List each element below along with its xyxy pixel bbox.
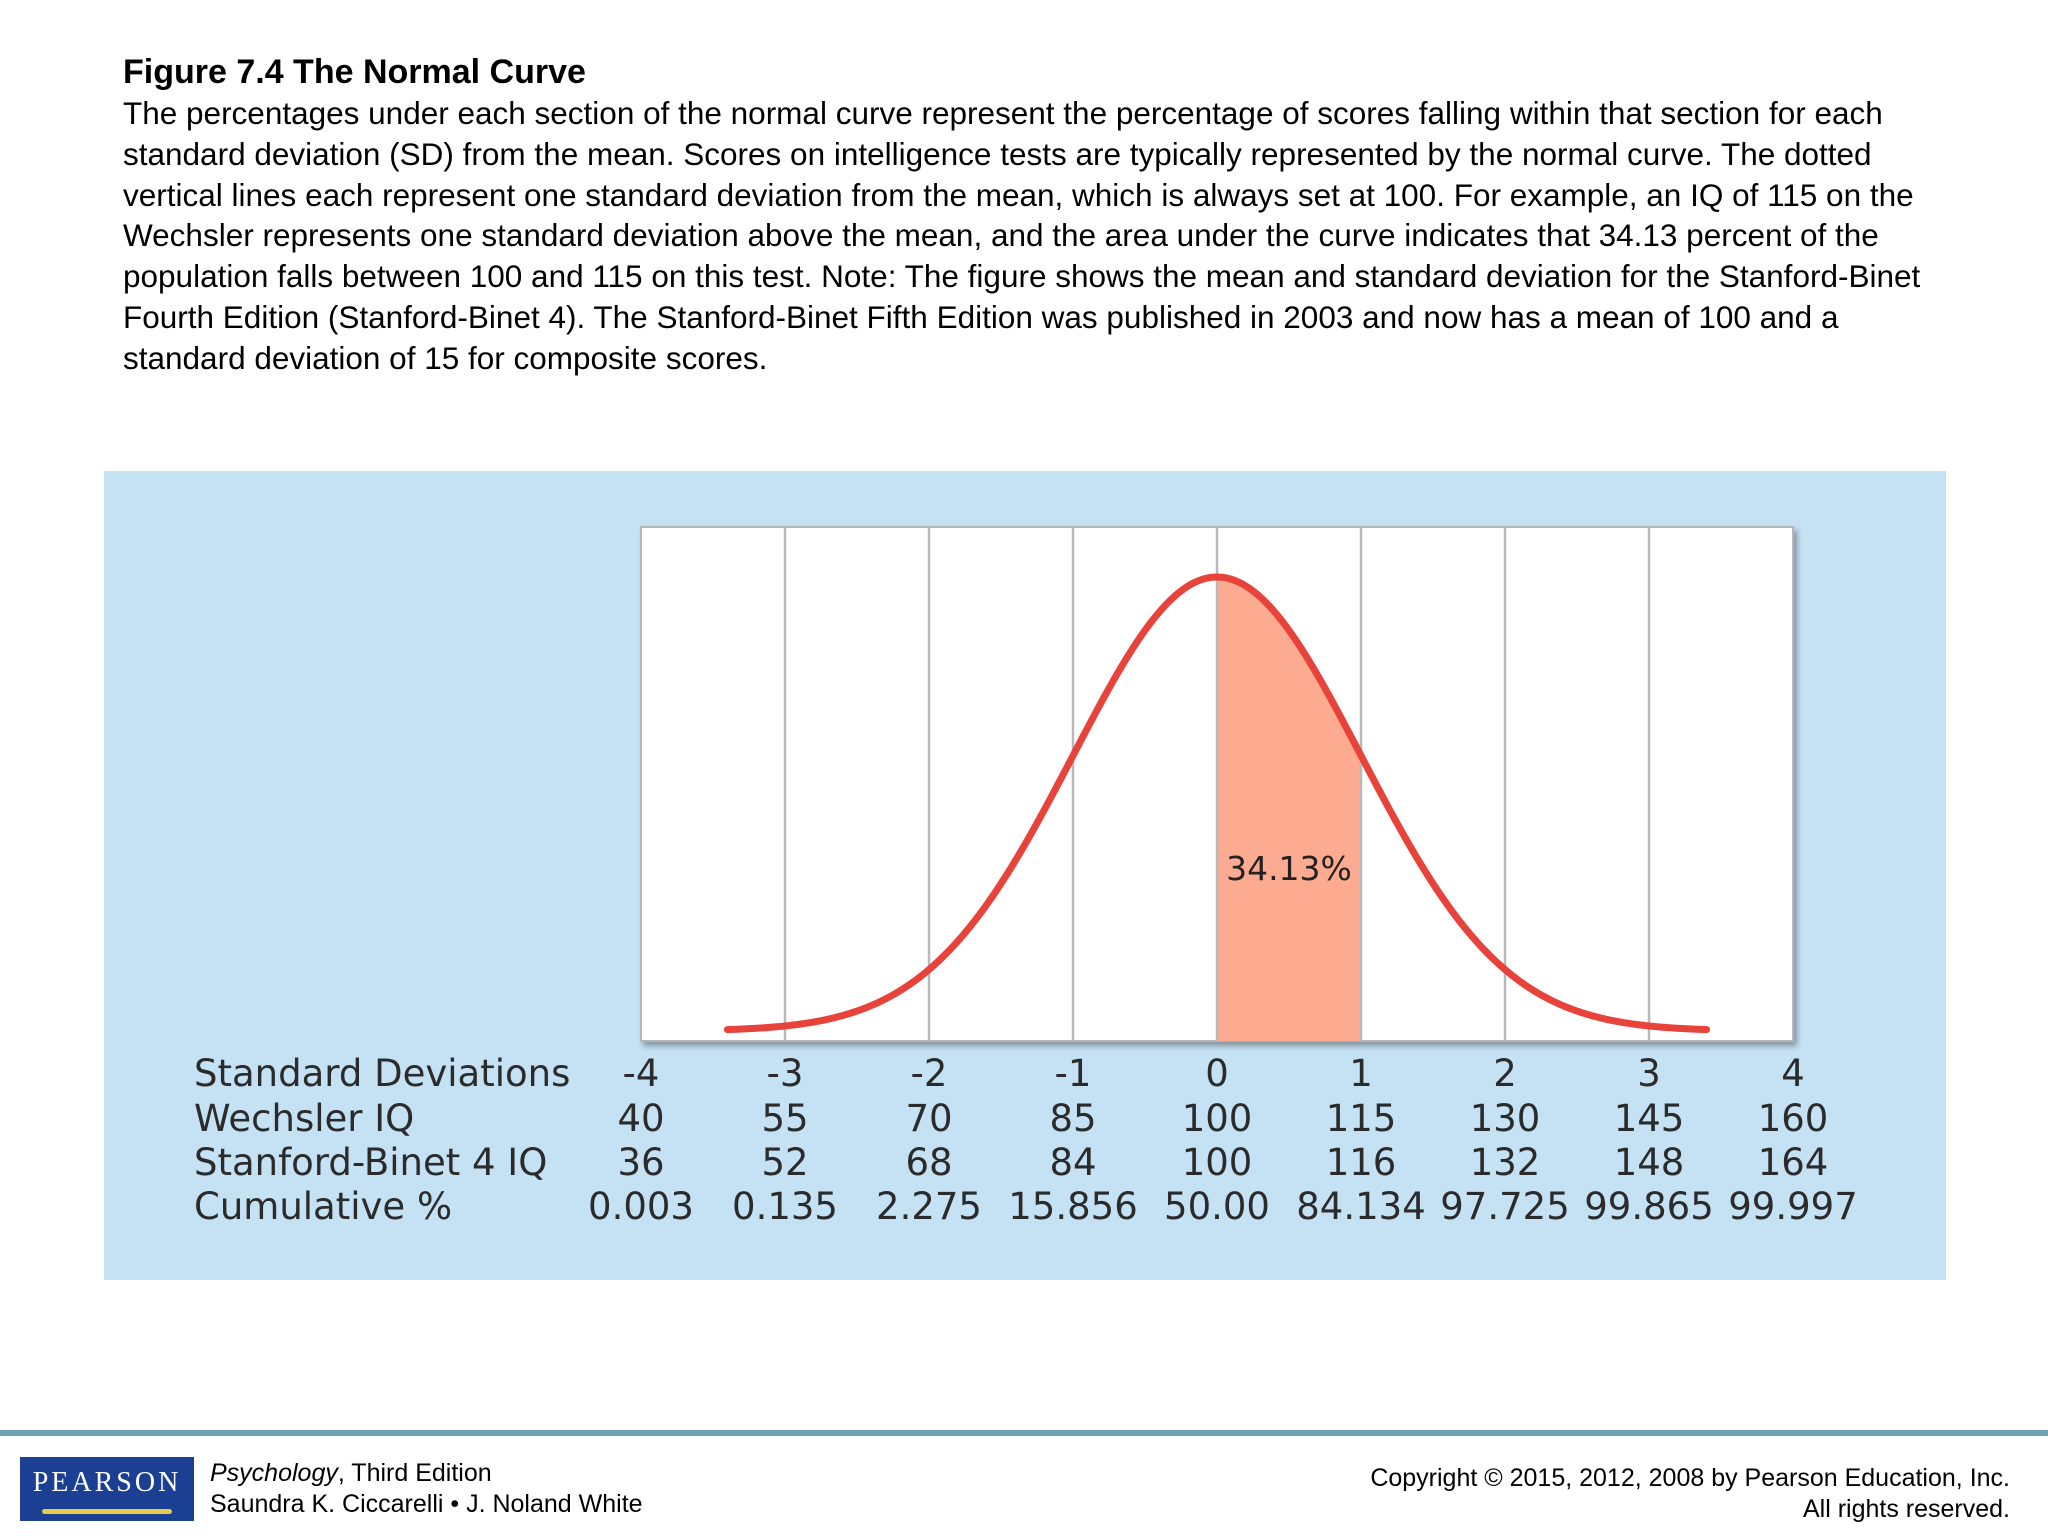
row-value: 132	[1469, 1141, 1541, 1184]
book-info	[210, 1458, 643, 1520]
row-value: 40	[617, 1097, 665, 1140]
region-percent-label: 34.13%	[1226, 849, 1352, 888]
book-title-line	[210, 1458, 643, 1489]
row-value: 0.003	[588, 1185, 694, 1228]
row-value: 148	[1613, 1141, 1685, 1184]
row-value: 52	[761, 1141, 809, 1184]
row-value: -1	[1054, 1052, 1092, 1095]
copyright-line-1: Copyright © 2015, 2012, 2008 by Pearson Education, Inc.	[1370, 1464, 2010, 1492]
row-value: -3	[766, 1052, 804, 1095]
normal-curve-figure	[104, 471, 1946, 1280]
figure-caption: The percentages under each section of the normal curve represent the percentage of scores falling within that section for each standard deviation (SD) from the mean. Scores on intelligence tests are typically represented by the normal curve. The dotted vertical lines each represent one standard deviation from the mean, which is always set at 100. For example, an IQ of 115 on the Wechsler represents one standard deviation above the mean, and the area under the curve indicates that 34.13 percent of the population falls between 100 and 115 on this test. Note: The figure shows the mean and standard deviation for the Stanford-Binet Fourth Edition (Stanford-Binet 4). The Stanford-Binet Fifth Edition was published in 2003 and now has a mean of 100 and a standard deviation of 15 for composite scores.	[123, 95, 1921, 376]
row-value: 164	[1757, 1141, 1829, 1184]
row-label: Cumulative %	[194, 1185, 453, 1228]
row-value: 100	[1181, 1097, 1253, 1140]
row-value: -2	[910, 1052, 948, 1095]
row-value: 4	[1781, 1052, 1805, 1095]
row-value: 36	[617, 1141, 665, 1184]
row-value: 100	[1181, 1141, 1253, 1184]
row-value: 70	[905, 1097, 953, 1140]
row-value: 0.135	[732, 1185, 838, 1228]
footer-divider	[0, 1430, 2048, 1436]
row-value: 160	[1757, 1097, 1829, 1140]
row-value: 68	[905, 1141, 953, 1184]
row-value: 99.997	[1728, 1185, 1858, 1228]
row-value: 50.00	[1164, 1185, 1270, 1228]
copyright-notice	[1370, 1463, 2010, 1525]
row-value: 84.134	[1296, 1185, 1426, 1228]
pearson-logo	[20, 1457, 194, 1521]
row-value: 99.865	[1584, 1185, 1714, 1228]
logo-wordmark: PEARSON	[32, 1467, 182, 1498]
row-value: 145	[1613, 1097, 1685, 1140]
row-value: 85	[1049, 1097, 1097, 1140]
row-value: 3	[1637, 1052, 1661, 1095]
book-edition: , Third Edition	[337, 1459, 492, 1487]
row-value: 116	[1325, 1141, 1397, 1184]
copyright-line-2: All rights reserved.	[1802, 1495, 2010, 1523]
row-label: Stanford-Binet 4 IQ	[194, 1141, 548, 1184]
row-value: 0	[1205, 1052, 1229, 1095]
row-value: 97.725	[1440, 1185, 1570, 1228]
logo-swoosh-icon	[42, 1509, 172, 1514]
normal-curve-chart	[104, 471, 1946, 1280]
row-value: 115	[1325, 1097, 1397, 1140]
row-value: 1	[1349, 1052, 1373, 1095]
row-value: 84	[1049, 1141, 1097, 1184]
row-value: 55	[761, 1097, 809, 1140]
row-value: 15.856	[1008, 1185, 1138, 1228]
figure-title: Figure 7.4 The Normal Curve	[123, 53, 586, 91]
row-label: Wechsler IQ	[194, 1097, 415, 1140]
row-value: -4	[622, 1052, 660, 1095]
row-value: 2	[1493, 1052, 1517, 1095]
book-authors: Saundra K. Ciccarelli • J. Noland White	[210, 1490, 643, 1518]
row-value: 2.275	[876, 1185, 982, 1228]
row-label: Standard Deviations	[194, 1052, 571, 1095]
row-value: 130	[1469, 1097, 1541, 1140]
book-title: Psychology	[210, 1459, 338, 1487]
